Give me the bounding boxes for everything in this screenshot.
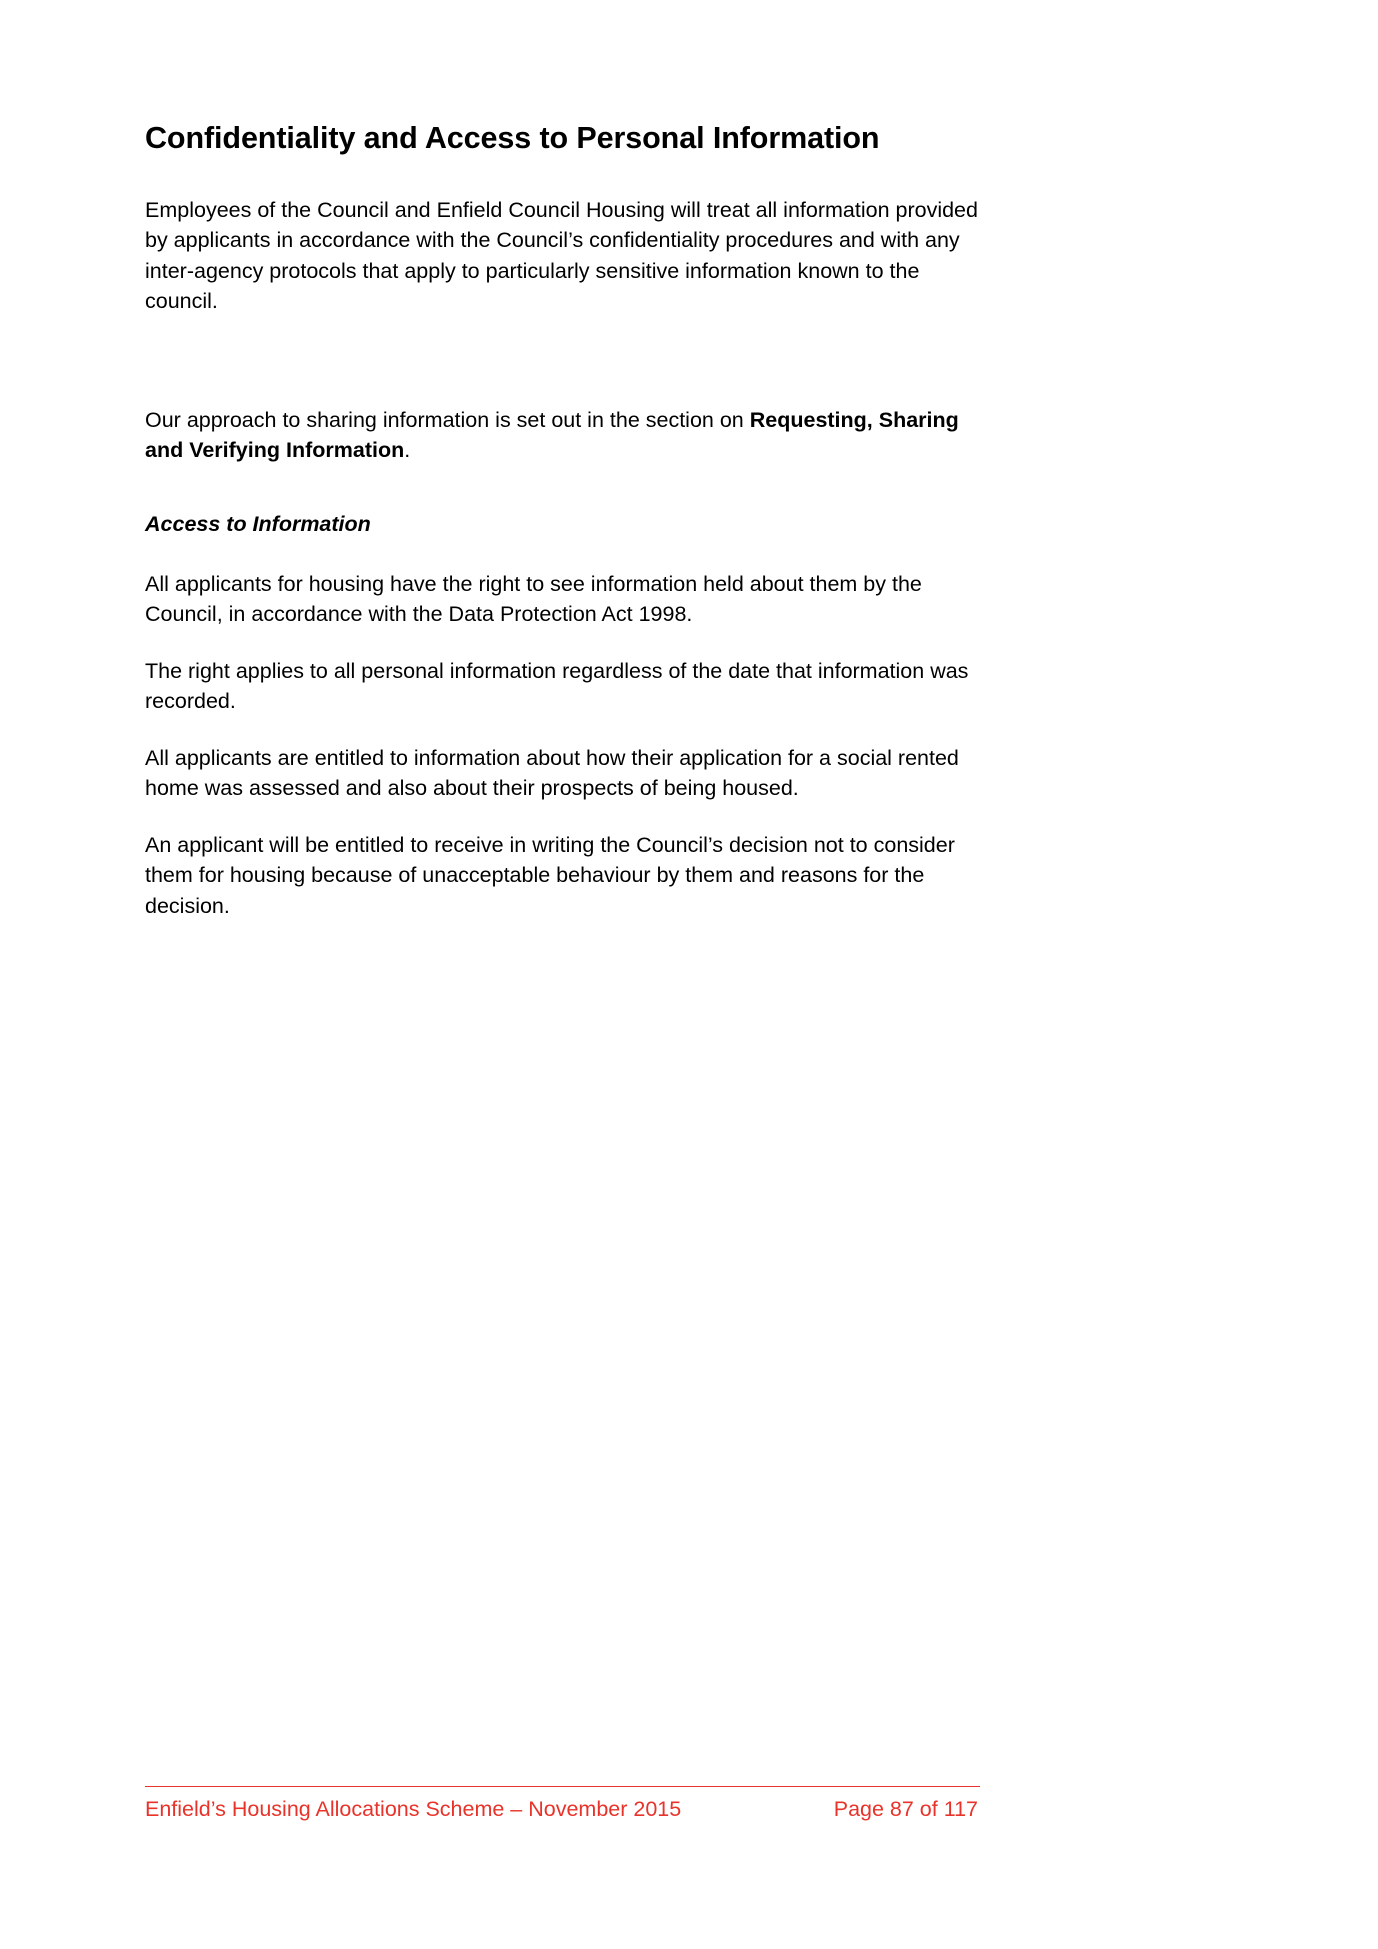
body-paragraph-2: The right applies to all personal information regardless of the date that information was recorded.	[145, 658, 969, 714]
page-title: Confidentiality and Access to Personal Information	[145, 121, 880, 155]
footer-divider	[145, 1786, 980, 1787]
subheading-spacer	[145, 492, 980, 510]
body-paragraph-4: An applicant will be entitled to receive in writing the Council’s decision not to consider them for housing because of unacceptable behaviour by them and reasons for the decision.	[145, 832, 955, 918]
body-paragraph-3: All applicants are entitled to information about how their application for a social rented home was assessed and also about their prospects of being housed.	[145, 745, 959, 801]
body-paragraph-1: All applicants for housing have the right to see information held about them by the Council, in accordance with the Data Protection Act 1998.	[145, 571, 922, 627]
subheading-access-to-information: Access to Information	[145, 511, 371, 536]
intro-paragraph: Employees of the Council and Enfield Council Housing will treat all information provided by applicants in accordance with the Council’s confidentiality procedures and with any inter-agency protocols that apply to particularly sensitive information known to the council.	[145, 197, 978, 314]
footer-row	[145, 1796, 980, 1824]
document-body	[145, 120, 980, 947]
approach-paragraph	[145, 405, 980, 466]
approach-lead-text: Our approach to sharing information is set out in the section on	[145, 407, 750, 432]
footer-document-name: Enfield’s Housing Allocations Scheme – November 2015	[145, 1797, 682, 1821]
page-footer	[145, 1786, 980, 1824]
footer-page-number: Page 87 of 117	[833, 1797, 978, 1821]
approach-bold-reference: Requesting, Sharing and Verifying Information	[145, 407, 959, 463]
approach-trailing-text: .	[404, 438, 411, 463]
section-spacer	[145, 343, 980, 405]
